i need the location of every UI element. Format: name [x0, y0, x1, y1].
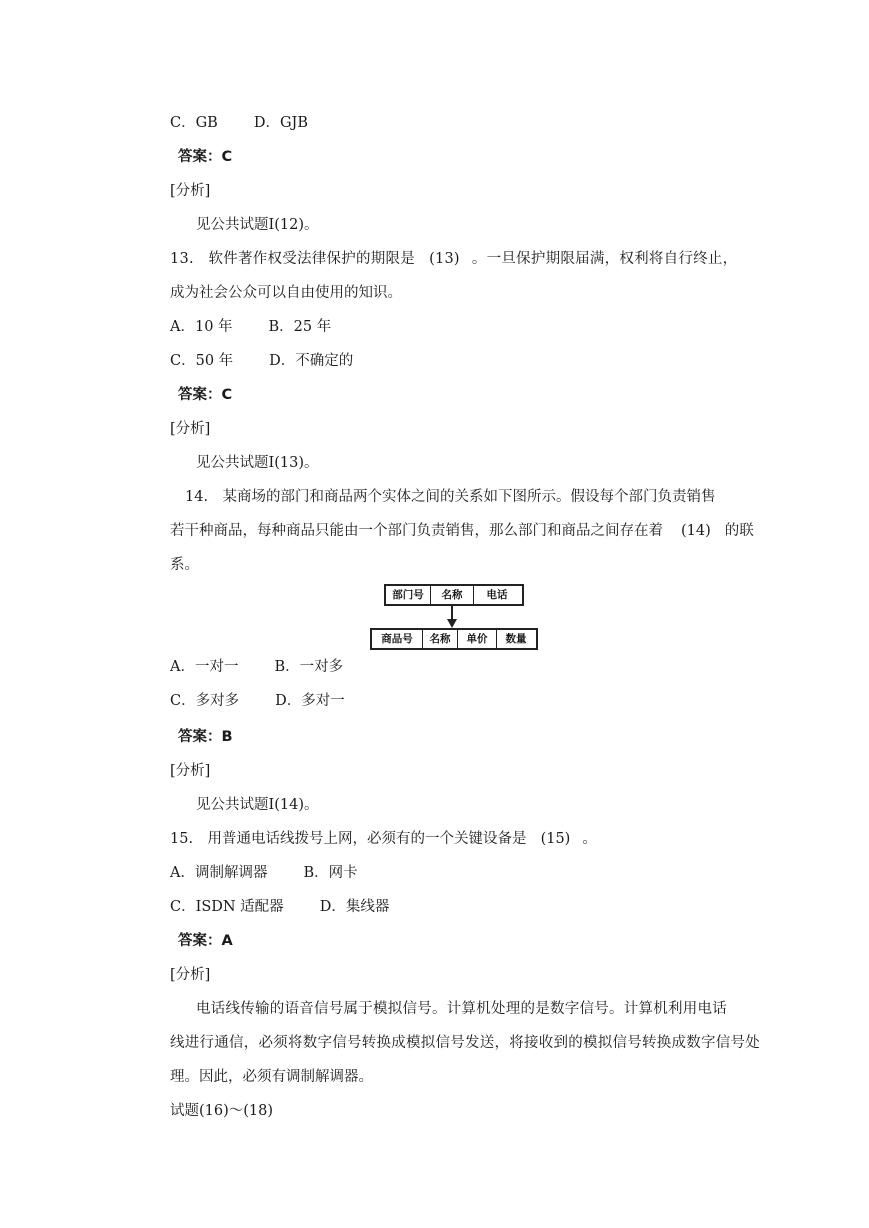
q13-answer: 答案：C — [178, 387, 233, 403]
dept-field-id: 部门号 — [386, 586, 431, 604]
q14-options-ab — [170, 657, 343, 677]
q15-blank: (15) — [540, 831, 571, 847]
q14-analysis: 见公共试题Ⅰ(14)。 — [196, 797, 319, 813]
goods-field-quantity: 数量 — [505, 633, 527, 645]
q13-option-c: C．50 年 — [170, 353, 234, 369]
next-section-heading: 试题(16)～(18) — [170, 1103, 274, 1119]
q15-analysis-label: [分析] — [170, 967, 211, 983]
q15-analysis-line3: 理。因此，必须有调制解调器。 — [170, 1069, 373, 1085]
department-table — [384, 584, 524, 606]
q14-answer: 答案：B — [178, 729, 233, 745]
q15-option-b: B．网卡 — [303, 865, 358, 881]
q13-options-cd — [170, 351, 353, 371]
q13-stem-line1 — [170, 249, 737, 269]
q13-option-a: A．10 年 — [170, 319, 233, 335]
q14-analysis-label: [分析] — [170, 763, 211, 779]
goods-table — [370, 628, 538, 650]
q15-stem — [170, 829, 597, 849]
q13-option-d: D．不确定的 — [269, 353, 354, 369]
q13-analysis-label: [分析] — [170, 421, 211, 437]
dept-field-phone: 电话 — [486, 589, 508, 601]
q12-analysis-label: [分析] — [170, 183, 211, 199]
q14-stem-line2 — [170, 521, 754, 541]
q12-analysis: 见公共试题Ⅰ(12)。 — [196, 217, 319, 233]
q14-stem-b-post: 的联 — [724, 523, 754, 539]
q15-options-cd — [170, 897, 389, 917]
entity-relation-diagram — [370, 584, 536, 652]
q15-option-a: A．调制解调器 — [170, 865, 268, 881]
q14-option-a: A．一对一 — [170, 659, 239, 675]
q12-option-c: C．GB — [170, 115, 218, 131]
q13-option-b: B．25 年 — [268, 319, 332, 335]
q13-blank: (13) — [429, 251, 460, 267]
q14-option-b: B．一对多 — [274, 659, 344, 675]
goods-field-id: 商品号 — [372, 630, 423, 648]
relation-arrow-head — [447, 619, 457, 628]
q14-stem-line3: 系。 — [170, 557, 199, 573]
relation-arrow-line — [451, 604, 453, 620]
q15-option-d: D．集线器 — [319, 899, 390, 915]
q15-answer: 答案：A — [178, 933, 233, 949]
q12-answer: 答案：C — [178, 149, 233, 165]
q14-blank: (14) — [681, 523, 711, 539]
q13-options-ab — [170, 317, 331, 337]
q15-options-ab — [170, 863, 358, 883]
q14-option-c: C．多对多 — [170, 693, 240, 709]
q15-stem-a: 15. 用普通电话线拨号上网，必须有的一个关键设备是 — [170, 831, 527, 847]
q13-analysis: 见公共试题Ⅰ(13)。 — [196, 455, 319, 471]
q15-stem-b: 。 — [582, 831, 597, 847]
q14-stem-line1: 14. 某商场的部门和商品两个实体之间的关系如下图所示。假设每个部门负责销售 — [185, 489, 716, 505]
q13-stem-a: 13. 软件著作权受法律保护的期限是 — [170, 251, 416, 267]
q15-analysis-line1: 电话线传输的语音信号属于模拟信号。计算机处理的是数字信号。计算机利用电话 — [196, 1001, 727, 1017]
q14-option-d: D．多对一 — [275, 693, 345, 709]
q13-stem-line2: 成为社会公众可以自由使用的知识。 — [170, 285, 402, 301]
q15-analysis-line2: 线进行通信，必须将数字信号转换成模拟信号发送，将接收到的模拟信号转换成数字信号处 — [170, 1035, 760, 1051]
q13-stem-b: 。一旦保护期限届满，权利将自行终止， — [471, 251, 738, 267]
goods-field-name: 名称 — [423, 630, 458, 648]
dept-field-name: 名称 — [431, 586, 474, 604]
q14-stem-b-pre: 若干种商品，每种商品只能由一个部门负责销售，那么部门和商品之间存在着 — [170, 523, 663, 539]
q15-option-c: C．ISDN 适配器 — [170, 899, 284, 915]
q14-options-cd — [170, 691, 345, 711]
q12-options-cd — [170, 113, 308, 133]
q12-option-d: D．GJB — [253, 115, 309, 131]
goods-field-price: 单价 — [458, 630, 497, 648]
